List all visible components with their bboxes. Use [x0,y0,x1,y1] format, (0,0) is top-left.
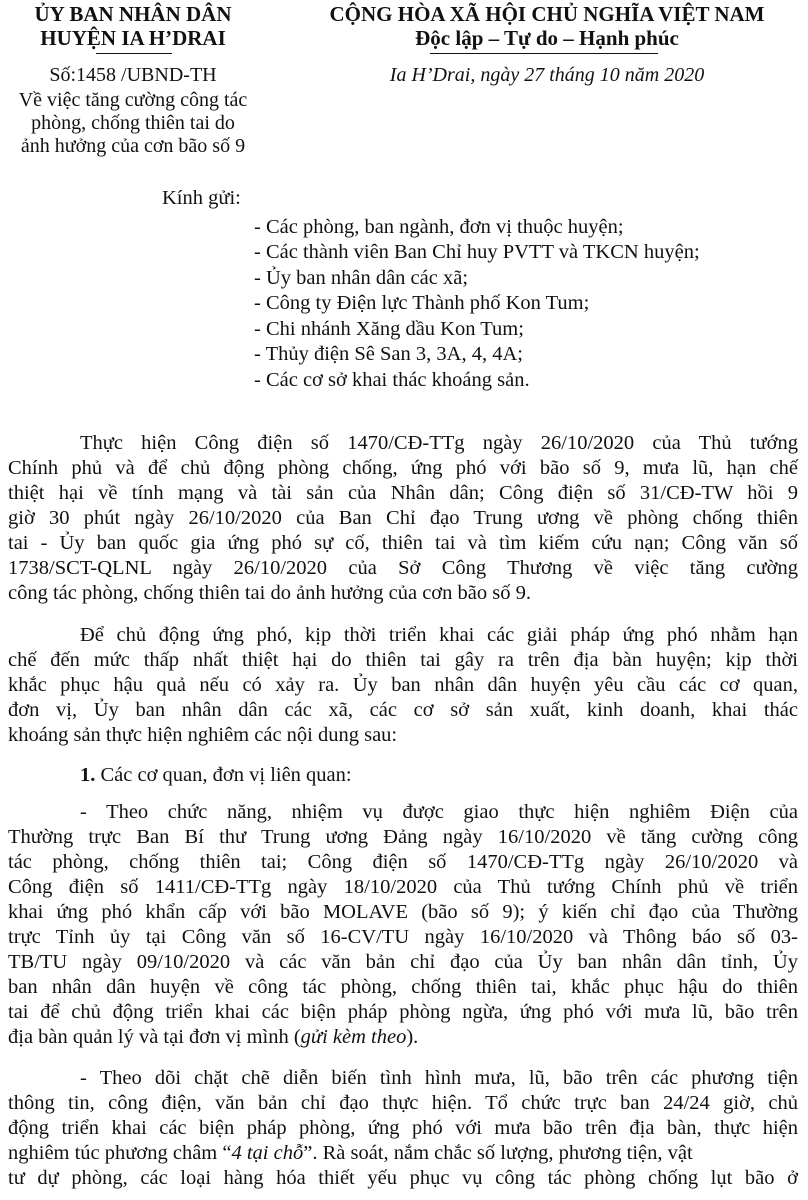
subject-line: Về việc tăng cường công tác [18,89,248,111]
recipient-item: - Thủy điện Sê San 3, 3A, 4, 4A; [254,343,523,365]
paragraph-line: khắc phục hậu quả nếu có xảy ra. Ủy ban nhân dân huyện yêu cầu các cơ quan, [8,674,798,696]
text-run: ). [406,1026,419,1048]
paragraph-line: đơn vị, Ủy ban nhân dân các xã, các cơ sở sản xuất, kinh doanh, khai thác [8,699,798,721]
nation-motto: Độc lập – Tự do – Hạnh phúc [415,26,679,50]
section-number: 1. [80,764,96,786]
paragraph-line: 1738/SCT-QLNL ngày 26/10/2020 của Sở Công Thương về việc tăng cường [8,557,798,579]
paragraph-line: trực Tỉnh ủy tại Công văn số 16-CV/TU ngày 16/10/2020 và Thông báo số 03- [8,926,798,948]
italic-motto: 4 tại chỗ [231,1142,304,1164]
paragraph-line: khoáng sản thực hiện nghiêm các nội dung sau: [8,724,398,746]
paragraph-line: giờ 30 phút ngày 26/10/2020 của Ban Chỉ đạo Trung ương về phòng chống thiên [8,507,798,529]
section-heading [80,763,352,787]
recipient-item: - Các cơ sở khai thác khoáng sản. [254,369,530,391]
paragraph-line: thông tin, công điện, văn bản chỉ đạo thực hiện. Tổ chức trực ban 24/24 giờ, chủ [8,1092,798,1114]
agency-underline [96,53,172,54]
paragraph-line: tai để chủ động triển khai các biện pháp phòng ngừa, ứng phó với mưa lũ, bão trên [8,1001,798,1023]
text-run: nghiêm túc phương châm “ [8,1142,232,1164]
paragraph-line: khai ứng phó khẩn cấp với bão MOLAVE (bão số 9); ý kiến chỉ đạo của Thường [8,901,798,923]
subject-line: ảnh hưởng của cơn bão số 9 [20,135,246,157]
agency-name-line1: ỦY BAN NHÂN DÂN [34,2,232,26]
recipient-item: - Ủy ban nhân dân các xã; [254,267,469,289]
recipients-label: Kính gửi: [162,187,241,209]
italic-note: gửi kèm theo [300,1026,407,1048]
section-title: Các cơ quan, đơn vị liên quan: [95,764,352,786]
paragraph-line: Thực hiện Công điện số 1470/CĐ-TTg ngày 26/10/2020 của Thủ tướng [80,432,798,454]
paragraph-line: động triển khai các biện pháp phòng, ứng phó với mưa bão trên địa bàn, thực hiện [8,1117,798,1139]
paragraph-line: TB/TU ngày 09/10/2020 và các văn bản chỉ đạo của Ủy ban nhân dân tỉnh, Ủy [8,951,798,973]
nation-title: CỘNG HÒA XÃ HỘI CHỦ NGHĨA VIỆT NAM [329,2,765,26]
paragraph-line [8,1025,418,1049]
document-number: Số:1458 /UBND-TH [49,64,217,86]
paragraph-line: tai - Ủy ban quốc gia ứng phó sự cố, thiên tai và tìm kiếm cứu nạn; Công văn số [8,532,798,554]
recipient-item: - Công ty Điện lực Thành phố Kon Tum; [254,292,590,314]
recipient-item: - Chi nhánh Xăng dầu Kon Tum; [254,318,524,340]
paragraph-line [8,1141,798,1165]
paragraph-line: Công điện số 1411/CĐ-TTg ngày 18/10/2020 của Thủ tướng Chính phủ về triển [8,876,798,898]
paragraph-line: Chính phủ và để chủ động phòng chống, ứng phó với bão số 9, mưa lũ, hạn chế [8,457,798,479]
recipient-item: - Các thành viên Ban Chỉ huy PVTT và TKCN huyện; [254,241,700,263]
paragraph-line: - Theo chức năng, nhiệm vụ được giao thực hiện nghiêm Điện của [80,801,798,823]
paragraph-line: - Theo dõi chặt chẽ diễn biến tình hình mưa, lũ, bão trên các phương tiện [80,1067,798,1089]
place-date: Ia H’Drai, ngày 27 tháng 10 năm 2020 [389,64,705,86]
paragraph-line: thiệt hại về tính mạng và tài sản của Nhân dân; Công điện số 31/CĐ-TW hồi 9 [8,482,798,504]
paragraph-line: chế đến mức thấp nhất thiệt hại do thiên tai gây ra trên địa bàn huyện; kịp thời [8,649,798,671]
motto-underline [430,53,658,54]
text-run: địa bàn quản lý và tại đơn vị mình ( [8,1026,301,1048]
paragraph-line: Thường trực Ban Bí thư Trung ương Đảng ngày 16/10/2020 về tăng cường công [8,826,798,848]
paragraph-line: tư dự phòng, các loại hàng hóa thiết yếu phục vụ công tác phòng chống lụt bão ở [8,1167,798,1189]
text-run: ”. Rà soát, nắm chắc số lượng, phương tiện, vật [303,1142,693,1164]
paragraph-line: tác phòng, chống thiên tai; Công điện số 1470/CĐ-TTg ngày 26/10/2020 và [8,851,798,873]
agency-name-line2: HUYỆN IA H’DRAI [40,26,226,50]
recipient-item: - Các phòng, ban ngành, đơn vị thuộc huyện; [254,216,624,238]
paragraph-line: Để chủ động ứng phó, kịp thời triển khai các giải pháp ứng phó nhằm hạn [80,624,798,646]
paragraph-line: ban nhân dân huyện về công tác phòng, chống thiên tai, khắc phục hậu do thiên [8,976,798,998]
paragraph-line: công tác phòng, chống thiên tai do ảnh hưởng của cơn bão số 9. [8,582,531,604]
subject-line: phòng, chống thiên tai do [31,112,235,134]
